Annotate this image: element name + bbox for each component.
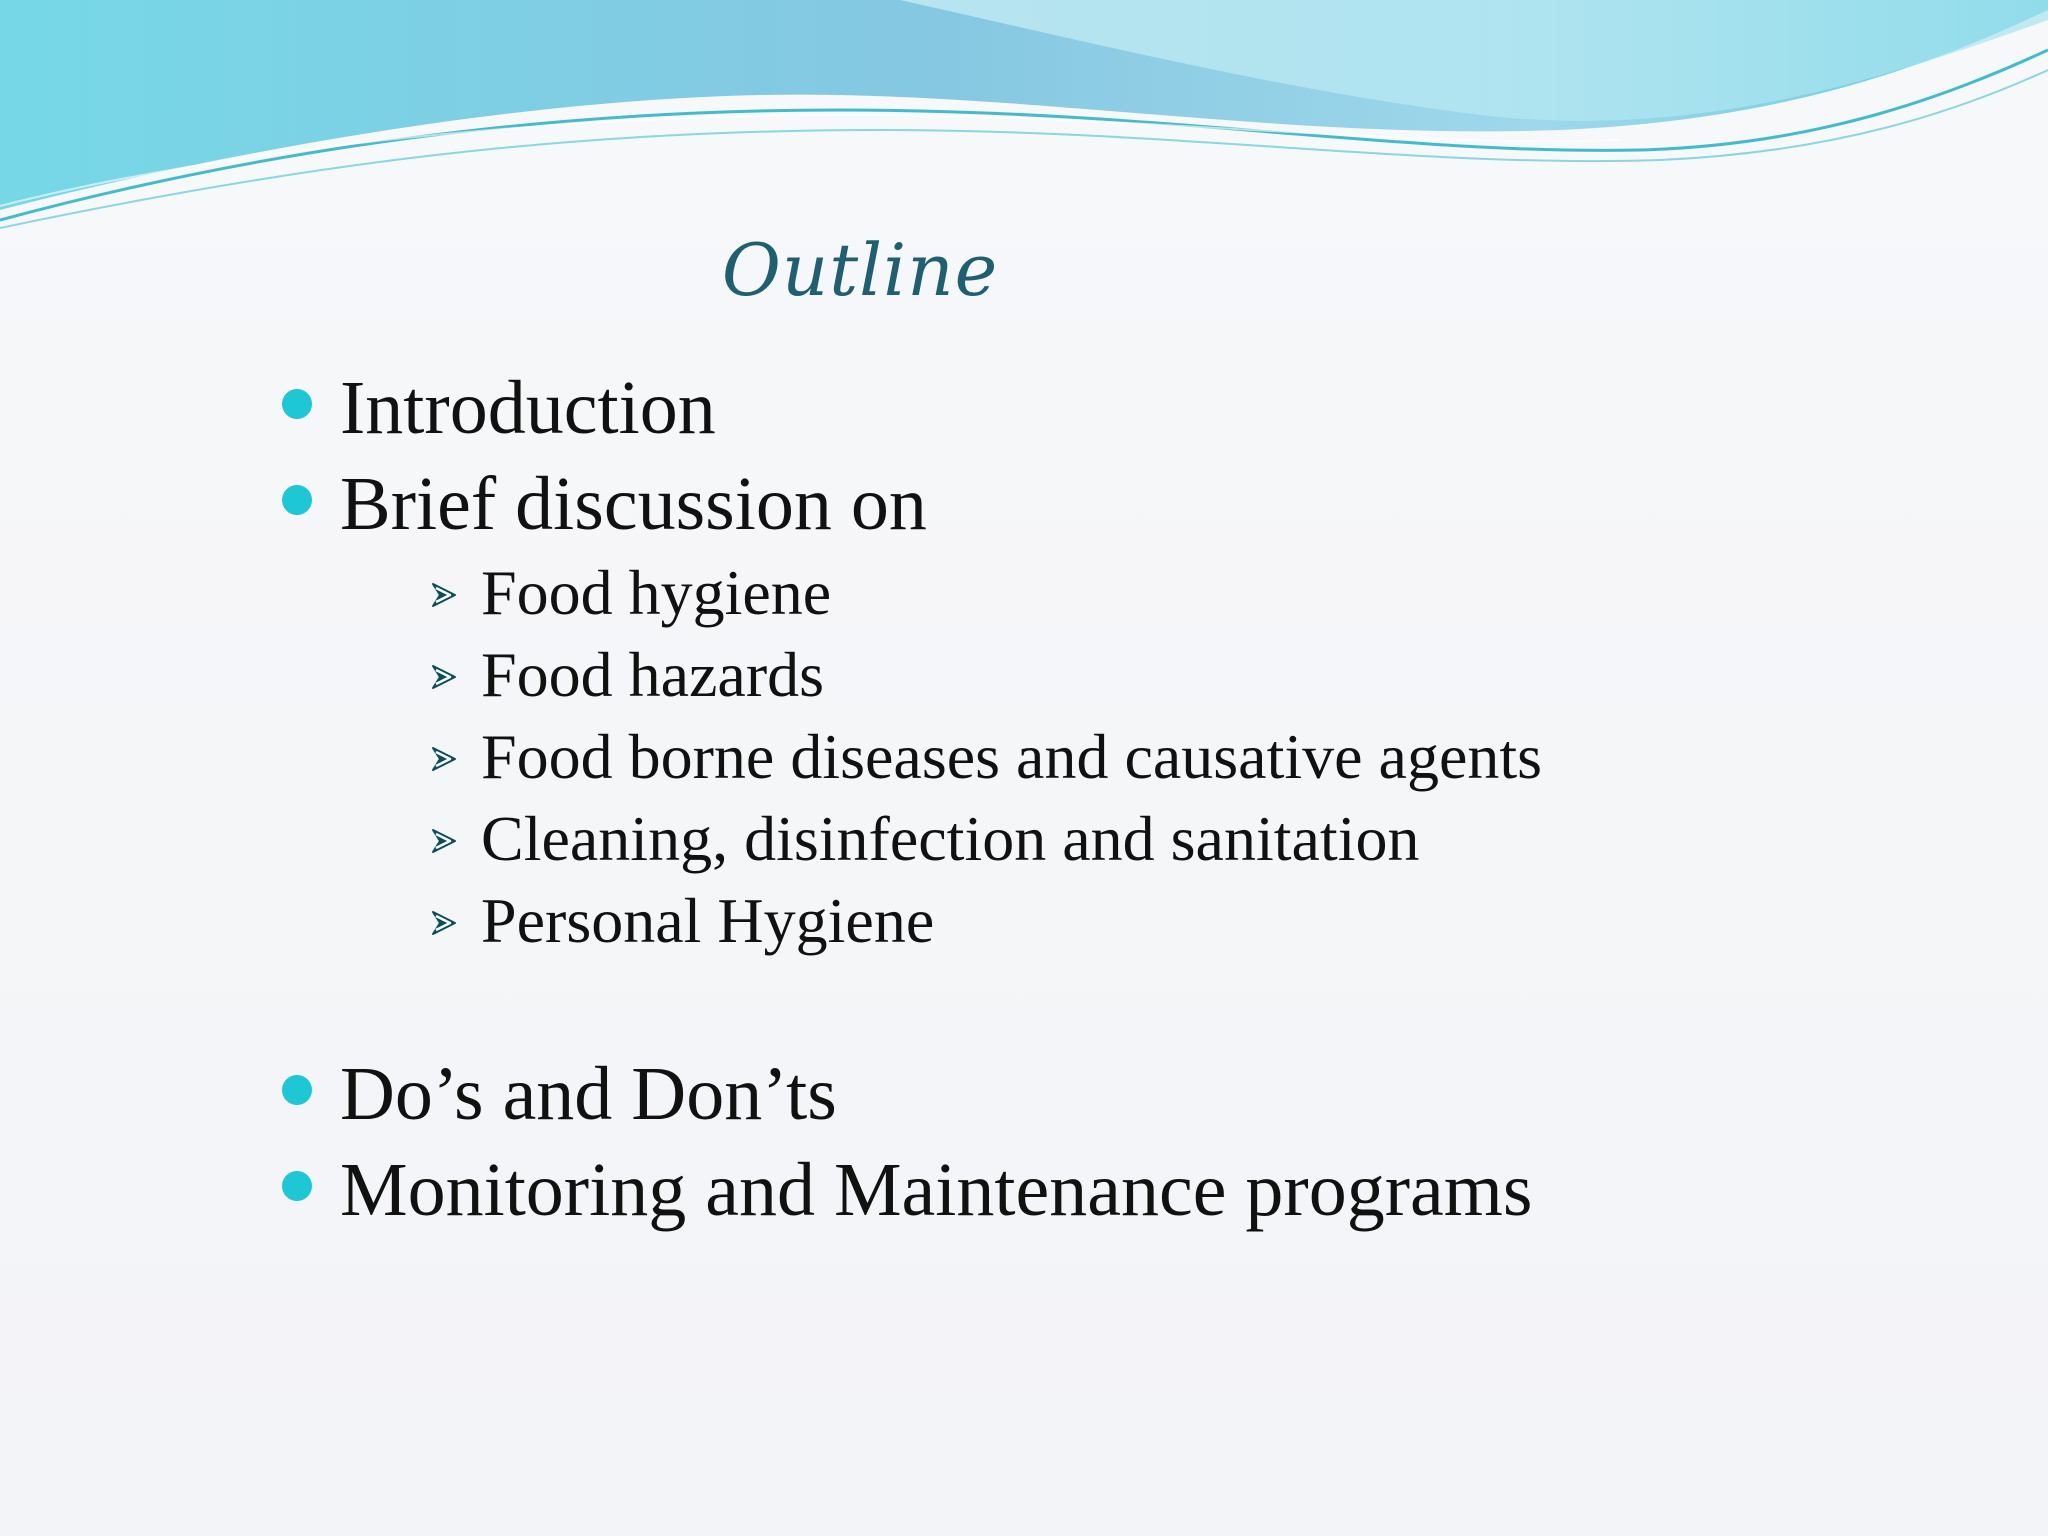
bullet-item-dos-and-donts <box>282 1046 1982 1142</box>
bullet-dot-icon <box>282 389 312 419</box>
subbullet-item-personal-hygiene <box>427 880 1982 962</box>
subbullet-item-food-hygiene <box>427 552 1982 634</box>
slide-title: Outline <box>721 228 999 312</box>
subbullet-label: Food borne diseases and causative agents <box>481 721 1543 792</box>
bullet-item-introduction <box>282 360 1982 456</box>
subbullet-item-cleaning-disinfection <box>427 798 1982 880</box>
arrow-right-icon <box>427 578 461 612</box>
bullet-item-monitoring <box>282 1142 1982 1238</box>
bullet-label: Monitoring and Maintenance programs <box>340 1148 1533 1232</box>
bullet-dot-icon <box>282 1075 312 1105</box>
bullet-label: Brief discussion on <box>340 462 927 546</box>
bullet-dot-icon <box>282 485 312 515</box>
outline-list <box>282 360 1982 1238</box>
subbullet-label: Personal Hygiene <box>481 885 935 956</box>
subbullet-item-food-hazards <box>427 634 1982 716</box>
bullet-label: Do’s and Don’ts <box>340 1052 837 1136</box>
arrow-right-icon <box>427 742 461 776</box>
subbullet-label: Cleaning, disinfection and sanitation <box>481 803 1420 874</box>
arrow-right-icon <box>427 660 461 694</box>
subbullet-label: Food hazards <box>481 639 825 710</box>
list-spacer <box>282 962 1982 1046</box>
subbullet-item-food-borne-diseases <box>427 716 1982 798</box>
arrow-right-icon <box>427 906 461 940</box>
subbullet-label: Food hygiene <box>481 557 832 628</box>
header-wave-decoration <box>0 0 2048 240</box>
bullet-dot-icon <box>282 1171 312 1201</box>
arrow-right-icon <box>427 824 461 858</box>
bullet-item-brief-discussion <box>282 456 1982 552</box>
bullet-label: Introduction <box>340 366 716 450</box>
